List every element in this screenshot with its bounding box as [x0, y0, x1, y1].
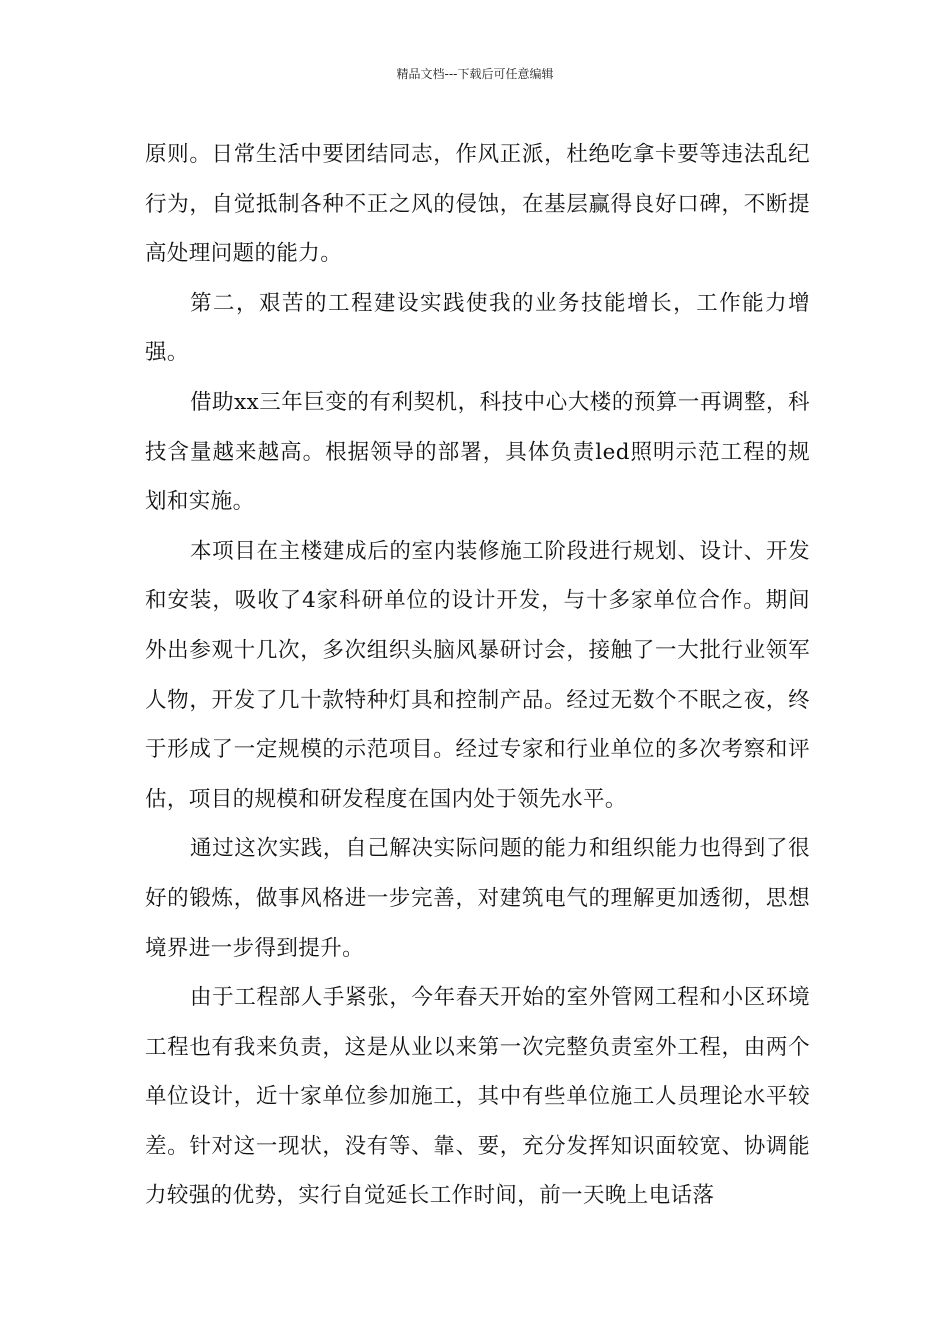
- paragraph: 通过这次实践，自己解决实际问题的能力和组织能力也得到了很好的锻炼，做事风格进一步完善，对建筑电气的理解更加透彻，思想境界进一步得到提升。: [145, 836, 810, 961]
- paragraph: 本项目在主楼建成后的室内装修施工阶段进行规划、设计、开发和安装，吸收了4家科研单位的设计开发，与十多家单位合作。期间外出参观十几次，多次组织头脑风暴研讨会，接触了一大批行业领军人物，开发了几十款特种灯具和控制产品。经过无数个不眠之夜，终于形成了一定规模的示范项目。经过专家和行业单位的多次考察和评估，项目的规模和研发程度在国内处于领先水平。: [145, 538, 810, 812]
- document-body: [145, 130, 810, 1221]
- paragraph: 第二，艰苦的工程建设实践使我的业务技能增长，工作能力增强。: [145, 290, 810, 366]
- page-header: 精品文档---下载后可任意编辑: [396, 67, 554, 81]
- paragraph-continuation: 原则。日常生活中要团结同志，作风正派，杜绝吃拿卡要等违法乱纪行为，自觉抵制各种不正之风的侵蚀，在基层赢得良好口碑，不断提高处理问题的能力。: [145, 142, 810, 267]
- paragraph: 借助xx三年巨变的有利契机，科技中心大楼的预算一再调整，科技含量越来越高。根据领导的部署，具体负责led照明示范工程的规划和实施。: [145, 389, 810, 515]
- paragraph: 由于工程部人手紧张，今年春天开始的室外管网工程和小区环境工程也有我来负责，这是从业以来第一次完整负责室外工程，由两个单位设计，近十家单位参加施工，其中有些单位施工人员理论水平较差。针对这一现状，没有等、靠、要，充分发挥知识面较宽、协调能力较强的优势，实行自觉延长工作时间，前一天晚上电话落: [145, 985, 810, 1209]
